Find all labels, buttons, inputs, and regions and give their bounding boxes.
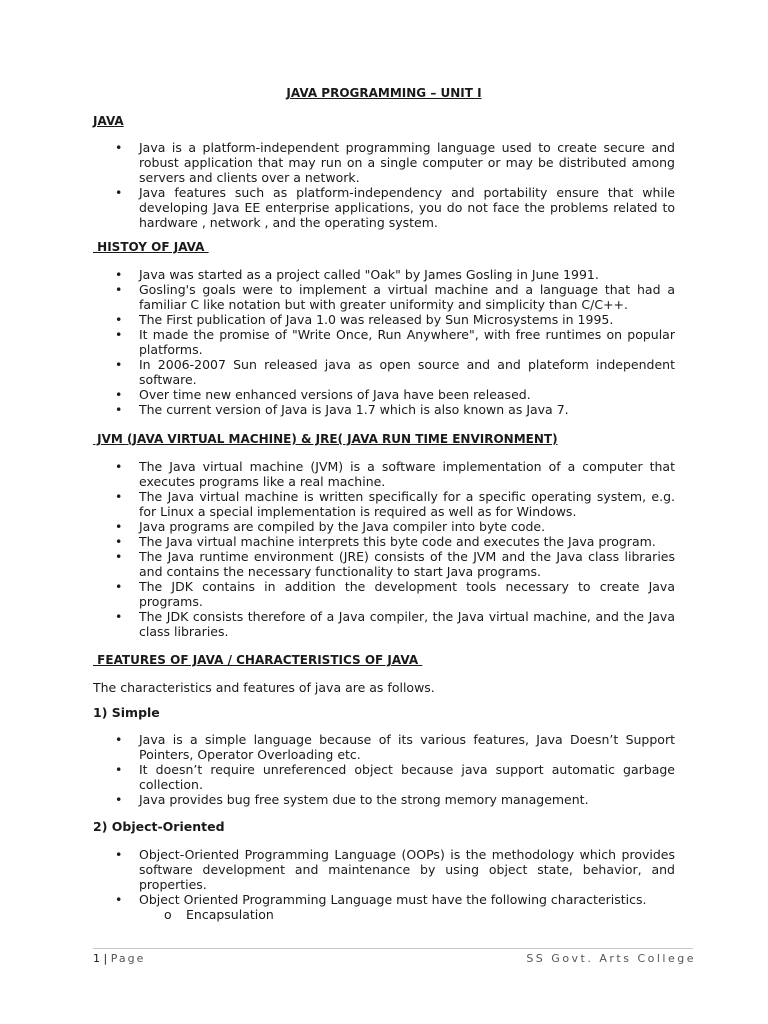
list-item: • The JDK contains in addition the development tools necessary to create Java programs.	[115, 579, 675, 609]
page-title: JAVA PROGRAMMING – UNIT I	[286, 86, 482, 100]
list-item: • The Java virtual machine (JVM) is a software implementation of a computer that executes programs like a real machine.	[115, 459, 675, 489]
oop-subitem-list	[164, 907, 274, 922]
heading-features: FEATURES OF JAVA / CHARACTERISTICS OF JAVA	[93, 653, 423, 667]
list-item: • The current version of Java is Java 1.7 which is also known as Java 7.	[115, 402, 675, 417]
list-item: • Java was started as a project called "Oak" by James Gosling in June 1991.	[115, 267, 675, 282]
list-item: • Over time new enhanced versions of Java have been released.	[115, 387, 675, 402]
list-item: • Java provides bug free system due to the strong memory management.	[115, 792, 675, 807]
list-item: • The Java virtual machine interprets this byte code and executes the Java program.	[115, 534, 675, 549]
list-item: • The Java runtime environment (JRE) consists of the JVM and the Java class libraries and contains the necessary functionality to start Java programs.	[115, 549, 675, 579]
list-item: • The Java virtual machine is written specifically for a specific operating system, e.g. for Linux a special implementation is required as well as for Windows.	[115, 489, 675, 519]
footer-divider	[93, 948, 693, 949]
list-item: • Java is a simple language because of its various features, Java Doesn’t Support Pointers, Operator Overloading etc.	[115, 732, 675, 762]
list-item: • Object Oriented Programming Language must have the following characteristics.	[115, 892, 675, 907]
jvm-bullet-list	[115, 459, 675, 639]
features-intro: The characteristics and features of java are as follows.	[93, 680, 435, 695]
page-number: 1	[93, 952, 100, 965]
heading-java: JAVA	[93, 114, 124, 128]
list-item: • Java programs are compiled by the Java compiler into byte code.	[115, 519, 675, 534]
heading-simple: 1) Simple	[93, 705, 160, 720]
list-item: • The First publication of Java 1.0 was released by Sun Microsystems in 1995.	[115, 312, 675, 327]
history-bullet-list	[115, 267, 675, 417]
heading-history: HISTOY OF JAVA	[93, 240, 209, 254]
list-item: • Java features such as platform-independency and portability ensure that while developing Java EE enterprise applications, you do not face the problems related to hardware , network , and the operating system.	[115, 185, 675, 230]
list-item: • Object-Oriented Programming Language (OOPs) is the methodology which provides software development and maintenance by using object state, behavior, and properties.	[115, 847, 675, 892]
footer-page-number	[93, 952, 145, 965]
list-item: • It made the promise of "Write Once, Run Anywhere", with free runtimes on popular platforms.	[115, 327, 675, 357]
simple-bullet-list	[115, 732, 675, 807]
java-bullet-list	[115, 140, 675, 230]
heading-object-oriented: 2) Object-Oriented	[93, 819, 225, 834]
page-separator: |	[100, 952, 111, 965]
list-item: • It doesn’t require unreferenced object because java support automatic garbage collection.	[115, 762, 675, 792]
list-item: • Java is a platform-independent programming language used to create secure and robust application that may run on a single computer or may be distributed among servers and clients over a network.	[115, 140, 675, 185]
list-item: o Encapsulation	[164, 907, 274, 922]
page-label: Page	[110, 952, 146, 965]
oop-bullet-list	[115, 847, 675, 907]
heading-jvm: JVM (JAVA VIRTUAL MACHINE) & JRE( JAVA RUN TIME ENVIRONMENT)	[93, 432, 558, 446]
list-item: • The JDK consists therefore of a Java compiler, the Java virtual machine, and the Java class libraries.	[115, 609, 675, 639]
list-item: • In 2006-2007 Sun released java as open source and and plateform independent software.	[115, 357, 675, 387]
footer-college-name: SS Govt. Arts College	[526, 952, 696, 965]
list-item: • Gosling's goals were to implement a virtual machine and a language that had a familiar C like notation but with greater uniformity and simplicity than C/C++.	[115, 282, 675, 312]
